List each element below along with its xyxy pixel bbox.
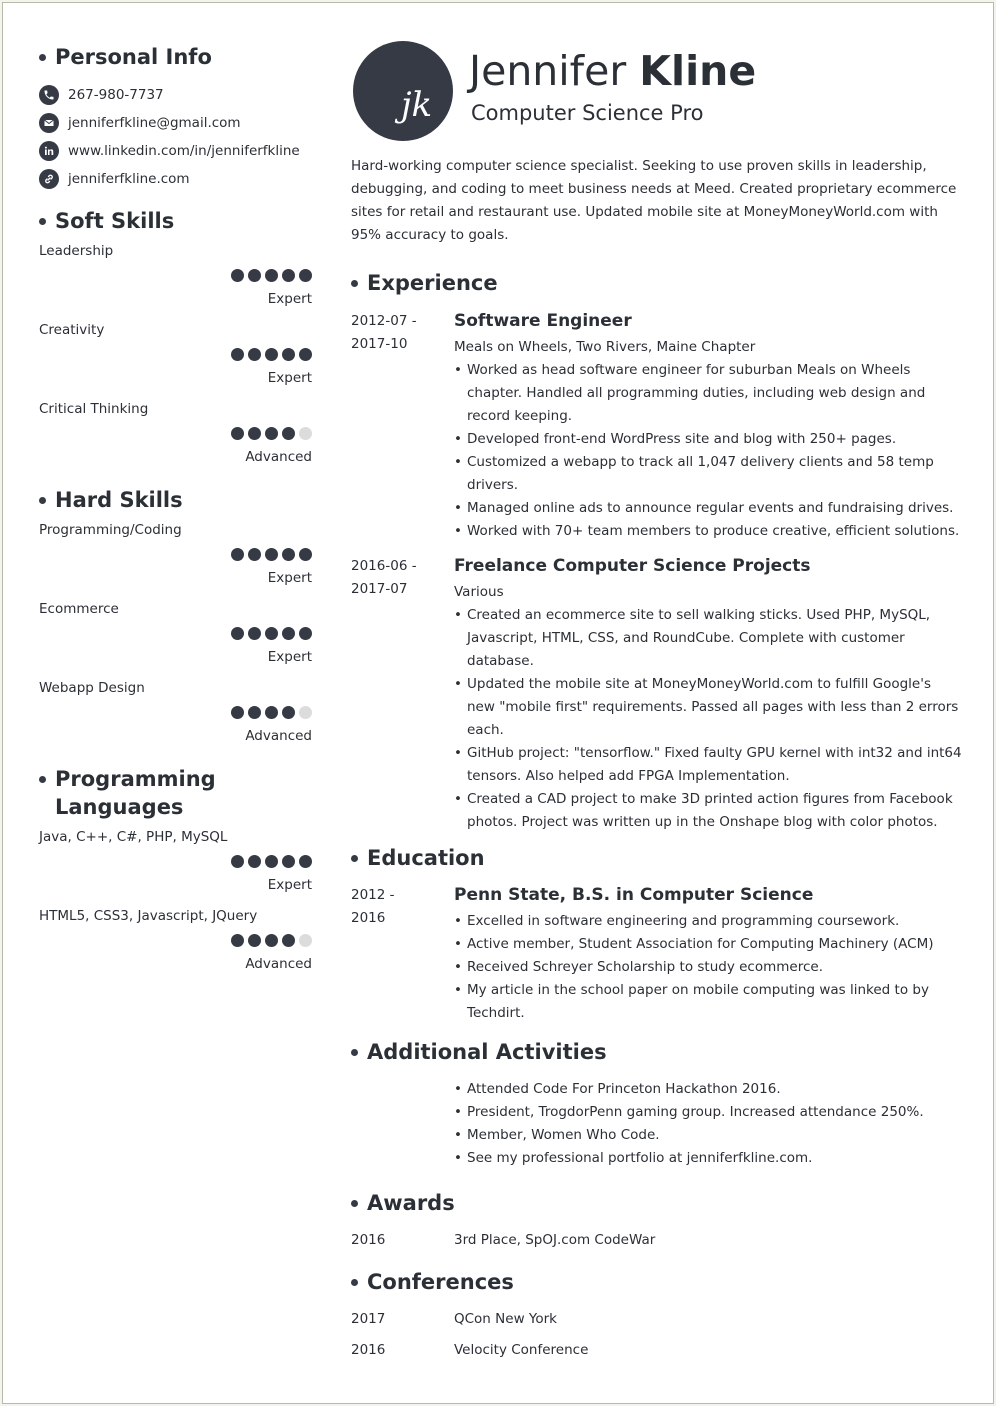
rating-dot-filled — [282, 548, 295, 561]
bullet-item: • Updated the mobile site at MoneyMoneyWorld.com to fulfill Google's new "mobile first" requirements. Passed all pages with less than 2 errors each. — [454, 673, 963, 742]
hard-skills-heading: Hard Skills — [39, 486, 327, 514]
conference-row-year: 2016 — [351, 1342, 386, 1358]
bullet-item: • Active member, Student Association for Computing Machinery (ACM) — [454, 933, 963, 956]
rating-dot-filled — [282, 427, 295, 440]
rating-dot-filled — [231, 627, 244, 640]
skill-item — [39, 821, 327, 900]
rating-dot-filled — [282, 348, 295, 361]
skill-item — [39, 900, 327, 979]
main-column — [351, 39, 963, 1362]
skill-rating — [227, 348, 312, 361]
resume-page — [2, 2, 994, 1404]
rating-dot-empty — [299, 706, 312, 719]
rating-dot-filled — [265, 427, 278, 440]
job-date-end: 2017-07 — [351, 581, 408, 597]
activities-entry — [351, 1078, 963, 1170]
skill-item — [39, 314, 327, 393]
job-date-start: 2012-07 - — [351, 313, 417, 329]
awards-list — [351, 1229, 963, 1252]
skill-rating — [227, 855, 312, 868]
skill-name: Programming/Coding — [39, 522, 182, 538]
bullet-item: • President, TrogdorPenn gaming group. Increased attendance 250%. — [454, 1101, 963, 1124]
skill-rating — [227, 269, 312, 282]
job-bullets — [454, 359, 963, 543]
job-date-start: 2016-06 - — [351, 558, 417, 574]
rating-dot-filled — [282, 934, 295, 947]
skill-rating — [227, 934, 312, 947]
summary-text: Hard-working computer science specialist. Seeking to use proven skills in leadership, debugging, and coding to meet business needs at Meed. Created proprietary ecommerce sites for retail and restaurant use. Updated mobile site at MoneyMoneyWorld.com with 95% accuracy to goals. — [351, 158, 957, 243]
skill-rating — [227, 706, 312, 719]
rating-dot-filled — [265, 934, 278, 947]
rating-dot-filled — [299, 855, 312, 868]
education-date-start: 2012 - — [351, 887, 395, 903]
email-text[interactable]: jenniferfkline@gmail.com — [68, 115, 241, 131]
soft-skills-heading: Soft Skills — [39, 207, 327, 235]
rating-dot-filled — [248, 934, 261, 947]
conferences-section — [351, 1268, 963, 1362]
job-dates — [351, 310, 454, 543]
skill-item — [39, 593, 327, 672]
phone-icon — [39, 85, 59, 105]
experience-list — [351, 310, 963, 834]
bullet-item: • See my professional portfolio at jenniferfkline.com. — [454, 1147, 963, 1170]
skill-level: Advanced — [245, 449, 312, 465]
job-company: Meals on Wheels, Two Rivers, Maine Chapter — [454, 339, 756, 355]
job-title: Computer Science Pro — [471, 101, 704, 125]
bullet-item: • Created an ecommerce site to sell walking sticks. Used PHP, MySQL, Javascript, HTML, CSS, and RoundCube. Complete with customer database. — [454, 604, 963, 673]
skill-level: Expert — [267, 370, 312, 386]
rating-dot-filled — [231, 706, 244, 719]
job-dates — [351, 555, 454, 834]
sidebar — [39, 43, 327, 979]
conference-row — [351, 1339, 963, 1362]
activities-date-spacer — [351, 1078, 454, 1170]
mail-icon — [39, 113, 59, 133]
rating-dot-filled — [248, 548, 261, 561]
bullet-item: • Worked with 70+ team members to produce creative, efficient solutions. — [454, 520, 963, 543]
website-text[interactable]: jenniferfkline.com — [68, 171, 190, 187]
job-company: Various — [454, 584, 504, 600]
conference-row-text: QCon New York — [454, 1311, 557, 1327]
rating-dot-filled — [299, 348, 312, 361]
monogram-avatar — [353, 41, 453, 141]
rating-dot-filled — [231, 855, 244, 868]
conference-row-year: 2017 — [351, 1311, 386, 1327]
rating-dot-filled — [231, 548, 244, 561]
award-row — [351, 1229, 963, 1252]
education-dates — [351, 884, 454, 1025]
soft-skills-section — [39, 207, 327, 472]
skill-level: Expert — [267, 877, 312, 893]
education-title: Penn State, B.S. in Computer Science — [454, 885, 814, 905]
education-date-end: 2016 — [351, 910, 386, 926]
hard-skills-section — [39, 486, 327, 751]
bullet-item: • Managed online ads to announce regular events and fundraising drives. — [454, 497, 963, 520]
rating-dot-filled — [231, 348, 244, 361]
languages-list — [39, 821, 327, 979]
skill-rating — [227, 548, 312, 561]
rating-dot-filled — [265, 269, 278, 282]
skill-rating — [227, 427, 312, 440]
rating-dot-filled — [248, 269, 261, 282]
monogram-text: jk — [401, 85, 433, 125]
rating-dot-filled — [248, 855, 261, 868]
rating-dot-filled — [231, 269, 244, 282]
skill-item — [39, 672, 327, 751]
rating-dot-empty — [299, 427, 312, 440]
bullet-item: • Received Schreyer Scholarship to study ecommerce. — [454, 956, 963, 979]
rating-dot-filled — [299, 548, 312, 561]
skill-level: Advanced — [245, 728, 312, 744]
link-icon — [39, 169, 59, 189]
skill-level: Expert — [267, 570, 312, 586]
rating-dot-empty — [299, 934, 312, 947]
rating-dot-filled — [282, 706, 295, 719]
bullet-item: • Created a CAD project to make 3D printed action figures from Facebook photos. Project was written up in the Onshape blog with color photos. — [454, 788, 963, 834]
skill-rating — [227, 627, 312, 640]
bullet-item: • Developed front-end WordPress site and blog with 250+ pages. — [454, 428, 963, 451]
rating-dot-filled — [231, 427, 244, 440]
award-row-text: 3rd Place, SpOJ.com CodeWar — [454, 1232, 656, 1248]
bullet-item: • Customized a webapp to track all 1,047 delivery clients and 58 temp drivers. — [454, 451, 963, 497]
rating-dot-filled — [248, 627, 261, 640]
bullet-item: • Worked as head software engineer for suburban Meals on Wheels chapter. Handled all programming duties, including web design and record keeping. — [454, 359, 963, 428]
rating-dot-filled — [265, 348, 278, 361]
skill-name: Creativity — [39, 322, 105, 338]
hard-skills-list — [39, 514, 327, 751]
bullet-item: • My article in the school paper on mobile computing was linked to by Techdirt. — [454, 979, 963, 1025]
education-body — [454, 884, 963, 1025]
linkedin-icon — [39, 141, 59, 161]
job-body — [454, 310, 963, 543]
education-heading: Education — [351, 844, 963, 872]
resume-header — [351, 39, 963, 149]
skill-name: Critical Thinking — [39, 401, 149, 417]
awards-section — [351, 1189, 963, 1252]
experience-section — [351, 269, 963, 834]
conference-row-text: Velocity Conference — [454, 1342, 589, 1358]
job-date-end: 2017-10 — [351, 336, 408, 352]
conference-row — [351, 1308, 963, 1331]
rating-dot-filled — [231, 934, 244, 947]
rating-dot-filled — [299, 269, 312, 282]
job-title-text: Freelance Computer Science Projects — [454, 556, 811, 576]
skill-name: Leadership — [39, 243, 114, 259]
contact-website — [39, 165, 327, 193]
skill-name: Webapp Design — [39, 680, 145, 696]
rating-dot-filled — [265, 548, 278, 561]
bullet-item: • GitHub project: "tensorflow." Fixed faulty GPU kernel with int32 and int64 tensors. Also helped add FPGA Implementation. — [454, 742, 963, 788]
experience-heading: Experience — [351, 269, 963, 297]
activities-heading: Additional Activities — [351, 1038, 963, 1066]
skill-name: HTML5, CSS3, Javascript, JQuery — [39, 908, 258, 924]
contact-linkedin — [39, 137, 327, 165]
conferences-heading: Conferences — [351, 1268, 963, 1296]
first-name: Jennifer — [469, 47, 627, 95]
languages-section — [39, 765, 327, 979]
job-body — [454, 555, 963, 834]
education-entry — [351, 884, 963, 1025]
rating-dot-filled — [299, 627, 312, 640]
personal-info-heading: Personal Info — [39, 43, 327, 71]
rating-dot-filled — [265, 627, 278, 640]
education-bullets — [454, 910, 963, 1025]
skill-level: Expert — [267, 649, 312, 665]
conferences-list — [351, 1308, 963, 1362]
activities-section — [351, 1038, 963, 1170]
rating-dot-filled — [248, 706, 261, 719]
skill-name: Ecommerce — [39, 601, 119, 617]
education-section — [351, 844, 963, 1025]
activities-body — [454, 1078, 963, 1170]
bullet-item: • Excelled in software engineering and programming coursework. — [454, 910, 963, 933]
last-name: Kline — [639, 47, 757, 95]
contact-phone — [39, 81, 327, 109]
skill-item — [39, 235, 327, 314]
rating-dot-filled — [282, 627, 295, 640]
bullet-item: • Attended Code For Princeton Hackathon 2016. — [454, 1078, 963, 1101]
rating-dot-filled — [265, 706, 278, 719]
job-bullets — [454, 604, 963, 834]
experience-entry — [351, 555, 963, 834]
rating-dot-filled — [282, 269, 295, 282]
phone-text: 267-980-7737 — [68, 87, 164, 103]
skill-level: Advanced — [245, 956, 312, 972]
languages-heading: Programming Languages — [39, 765, 327, 821]
experience-entry — [351, 310, 963, 543]
job-title-text: Software Engineer — [454, 311, 632, 331]
skill-level: Expert — [267, 291, 312, 307]
rating-dot-filled — [248, 427, 261, 440]
skill-item — [39, 514, 327, 593]
rating-dot-filled — [248, 348, 261, 361]
skill-name: Java, C++, C#, PHP, MySQL — [39, 829, 228, 845]
linkedin-text[interactable]: www.linkedin.com/in/jenniferfkline — [68, 143, 300, 159]
soft-skills-list — [39, 235, 327, 472]
full-name — [469, 44, 756, 98]
rating-dot-filled — [265, 855, 278, 868]
bullet-item: • Member, Women Who Code. — [454, 1124, 963, 1147]
contact-email — [39, 109, 327, 137]
contact-list — [39, 81, 327, 193]
award-row-year: 2016 — [351, 1232, 386, 1248]
activities-bullets — [454, 1078, 963, 1170]
skill-item — [39, 393, 327, 472]
rating-dot-filled — [282, 855, 295, 868]
awards-heading: Awards — [351, 1189, 963, 1217]
